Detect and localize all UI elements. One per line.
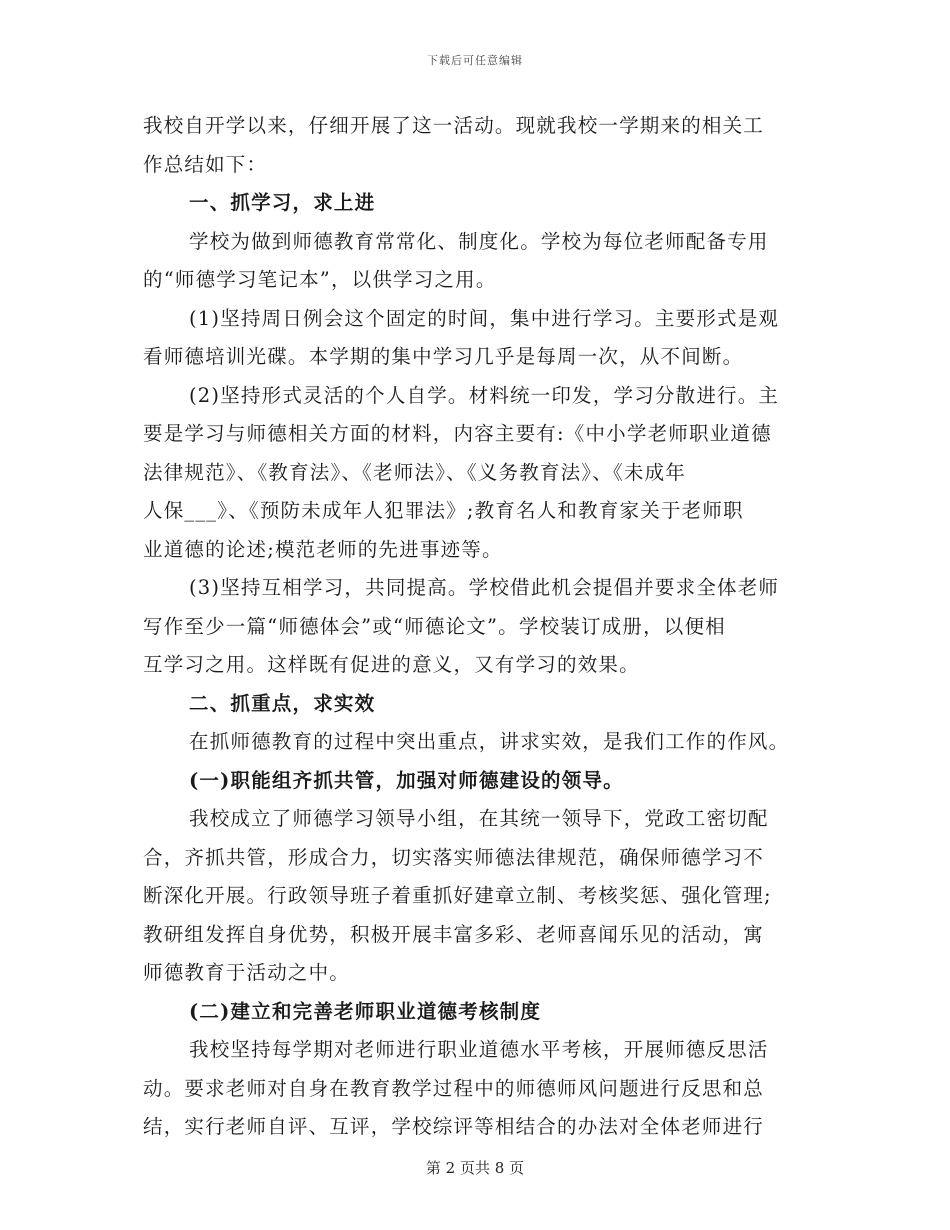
paragraph-line: 我校坚持每学期对老师进行职业道德水平考核，开展师德反思活: [189, 1038, 769, 1061]
paragraph-line: 动。要求老师对自身在教育教学过程中的师德师风问题进行反思和总: [143, 1076, 765, 1100]
page-footer: 第 2 页共 8 页: [425, 1159, 525, 1177]
paragraph-line: 我校成立了师德学习领导小组，在其统一领导下，党政工密切配: [189, 807, 769, 830]
paragraph-line: (3)坚持互相学习，共同提高。学校借此机会提倡并要求全体老师: [189, 576, 780, 599]
paragraph-line: 法律规范》、《教育法》、《老师法》、《义务教育法》、《未成年: [143, 460, 687, 484]
section-heading: (二)建立和完善老师职业道德考核制度: [189, 999, 542, 1023]
document-body: [143, 107, 808, 1147]
section-heading: (一)职能组齐抓共管，加强对师德建设的领导。: [189, 768, 624, 792]
paragraph-line: 作总结如下：: [143, 152, 268, 176]
paragraph-line: 在抓师德教育的过程中突出重点，讲求实效，是我们工作的作风。: [189, 730, 790, 753]
paragraph-line: 合，齐抓共管，形成合力，切实落实师德法律规范，确保师德学习不: [143, 845, 765, 869]
paragraph-line: 断深化开展。行政领导班子着重抓好建章立制、考核奖惩、强化管理;: [143, 884, 772, 907]
section-heading: 二、抓重点，求实效: [189, 691, 376, 715]
paragraph-line: 业道德的论述;模范老师的先进事迹等。: [143, 537, 503, 561]
paragraph-line: 结，实行老师自评、互评，学校综评等相结合的办法对全体老师进行: [143, 1115, 765, 1138]
paragraph-line: 的“师德学习笔记本”，以供学习之用。: [143, 268, 497, 291]
paragraph-line: (1)坚持周日例会这个固定的时间，集中进行学习。主要形式是观: [189, 306, 780, 330]
paragraph-line: 学校为做到师德教育常常化、制度化。学校为每位老师配备专用: [189, 229, 769, 253]
paragraph-line: (2)坚持形式灵活的个人自学。材料统一印发，学习分散进行。主: [189, 383, 780, 407]
paragraph-line: 我校自开学以来，仔细开展了这一活动。现就我校一学期来的相关工: [143, 114, 765, 137]
paragraph-line: 师德教育于活动之中。: [143, 961, 351, 984]
paragraph-line: 教研组发挥自身优势，积极开展丰富多彩、老师喜闻乐见的活动，寓: [143, 922, 765, 946]
paragraph-line: 要是学习与师德相关方面的材料，内容主要有:《中小学老师职业道德: [143, 422, 772, 445]
paragraph-line: 看师德培训光碟。本学期的集中学习几乎是每周一次，从不间断。: [143, 345, 744, 368]
paragraph-line: 人保___》、《预防未成年人犯罪法》;教育名人和教育家关于老师职: [143, 499, 744, 522]
page-header: 下载后可任意编辑: [427, 54, 523, 67]
section-heading: 一、抓学习，求上进: [189, 191, 376, 214]
paragraph-line: 写作至少一篇“师德体会”或“师德论文”。学校装订成册，以便相: [143, 614, 726, 638]
paragraph-line: 互学习之用。这样既有促进的意义，又有学习的效果。: [143, 653, 640, 676]
